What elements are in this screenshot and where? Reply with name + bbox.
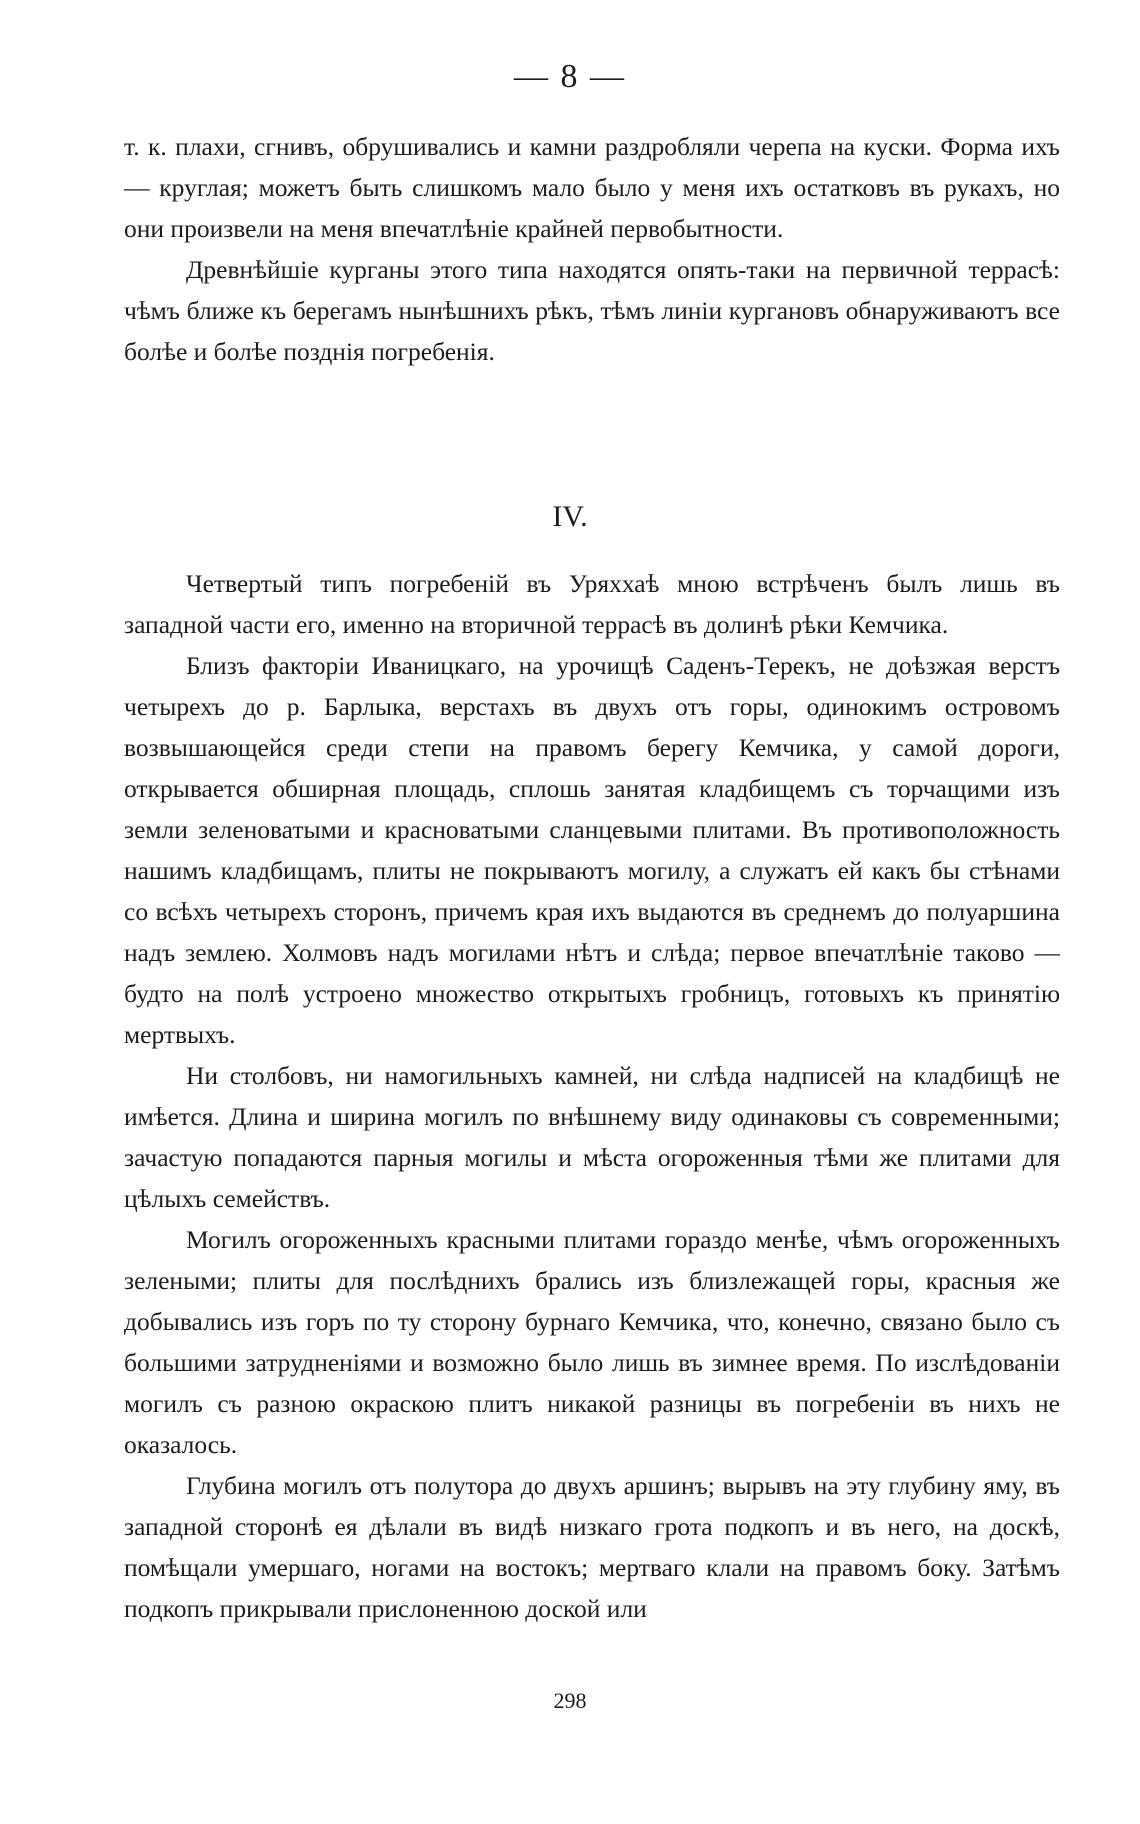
paragraph: т. к. плахи, сгнивъ, обрушивались и камни раздробляли черепа на куски. Форма ихъ — круглая; можетъ быть слишкомъ мало было у меня ихъ остатковъ въ рукахъ, но они произвели на меня впечатлѣніе крайней первобытности. bbox=[124, 132, 1060, 243]
section-heading: IV. bbox=[552, 500, 588, 533]
signature-mark: 298 bbox=[553, 1688, 587, 1713]
paragraph: Близъ факторіи Иваницкаго, на урочищѣ Саденъ-Терекъ, не доѣзжая верстъ четырехъ до р. Барлыка, верстахъ въ двухъ отъ горы, одинокимъ островомъ возвышающейся среди степи на правомъ берегу Кемчика, у самой дороги, открывается обширная площадь, сплошь занятая кладбищемъ съ торчащими изъ земли зеленоватыми и красноватыми сланцевыми плитами. Въ противоположность нашимъ кладбищамъ, плиты не покрываютъ могилу, а служатъ ей какъ бы стѣнами со всѣхъ четырехъ сторонъ, причемъ края ихъ выдаются въ среднемъ до полуаршина надъ землею. Холмовъ надъ могилами нѣтъ и слѣда; первое впечатлѣніе таково — будто на полѣ устроено множество открытыхъ гробницъ, готовыхъ къ принятію мертвыхъ. bbox=[124, 651, 1060, 1049]
paragraph: Ни столбовъ, ни намогильныхъ камней, ни слѣда надписей на кладбищѣ не имѣется. Длина и ширина могилъ по внѣшнему виду одинаковы съ современными; зачастую попадаются парныя могилы и мѣста огороженныя тѣми же плитами для цѣлыхъ семействъ. bbox=[124, 1061, 1060, 1213]
paragraph: Четвертый типъ погребеній въ Уряххаѣ мною встрѣченъ былъ лишь въ западной части его, именно на вторичной террасѣ въ долинѣ рѣки Кемчика. bbox=[124, 569, 1060, 639]
paragraph: Глубина могилъ отъ полутора до двухъ аршинъ; вырывъ на эту глубину яму, въ западной сторонѣ ея дѣлали въ видѣ низкаго грота подкопъ и въ него, на доскѣ, помѣщали умершаго, ногами на востокъ; мертваго клали на правомъ боку. Затѣмъ подкопъ прикрывали прислоненною доской или bbox=[124, 1471, 1060, 1623]
paragraph: Древнѣйшіе курганы этого типа находятся опять-таки на первичной террасѣ: чѣмъ ближе къ берегамъ нынѣшнихъ рѣкъ, тѣмъ линіи кургановъ обнаруживаютъ все болѣе и болѣе позднія погребенія. bbox=[124, 255, 1060, 366]
page-number-header: — 8 — bbox=[514, 58, 626, 95]
text-block-top bbox=[124, 126, 1060, 372]
paragraph: Могилъ огороженныхъ красными плитами гораздо менѣе, чѣмъ огороженныхъ зелеными; плиты для послѣднихъ брались изъ близлежащей горы, красныя же добывались изъ горъ по ту сторону бурнаго Кемчика, что, конечно, связано было съ большими затрудненіями и возможно было лишь въ зимнее время. По изслѣдованіи могилъ съ разною окраскою плитъ никакой разницы въ погребеніи въ нихъ не оказалось. bbox=[124, 1225, 1060, 1459]
text-block-main bbox=[124, 563, 1060, 1629]
